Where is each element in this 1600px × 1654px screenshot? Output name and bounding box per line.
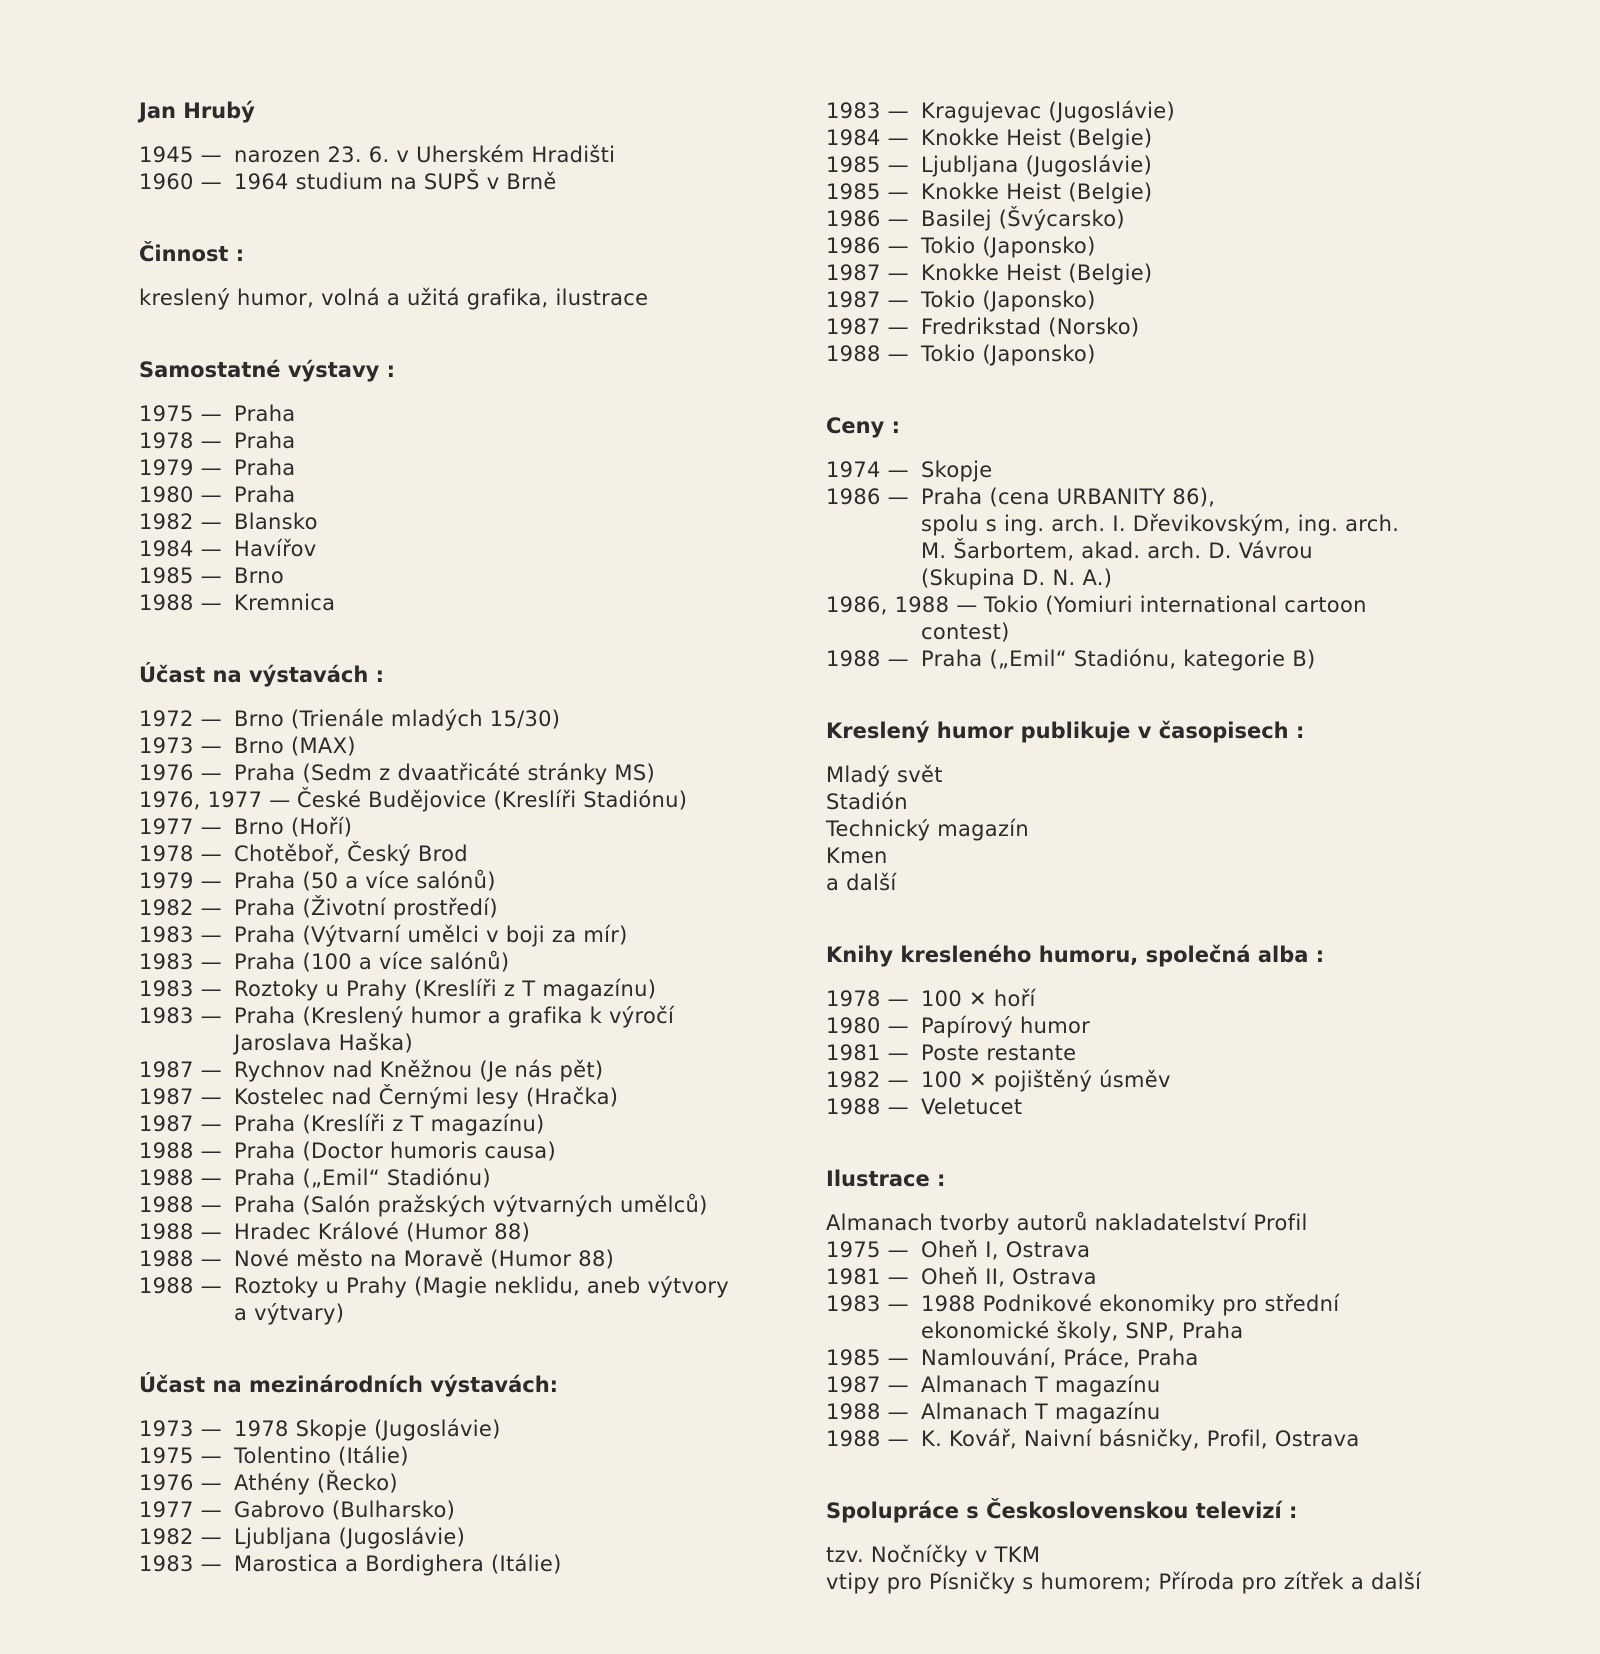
list-item: 1982 — Blansko	[139, 510, 318, 534]
list-item: 1980 — Praha	[139, 483, 296, 507]
list-item: 1988 — Praha (Salón pražských výtvarných umělců)	[139, 1193, 708, 1217]
list-item: 1983 — Kragujevac (Jugoslávie)	[826, 99, 1175, 123]
list-item: 1978 — Praha	[139, 429, 296, 453]
list-item: 1960 — 1964 studium na SUPŠ v Brně	[139, 170, 557, 194]
list-item: 1979 — Praha	[139, 456, 296, 480]
list-item: 1988 — Roztoky u Prahy (Magie neklidu, aneb výtvory	[139, 1274, 730, 1298]
list-item: 1976 — Athény (Řecko)	[139, 1471, 398, 1495]
list-item-continuation: a výtvary)	[234, 1301, 345, 1325]
list-item: Technický magazín	[826, 817, 1030, 841]
list-item: 1983 — 1988 Podnikové ekonomiky pro střední	[826, 1292, 1340, 1316]
list-item: 1982 — Ljubljana (Jugoslávie)	[139, 1525, 466, 1549]
list-item: 1987 — Knokke Heist (Belgie)	[826, 261, 1153, 285]
list-item: 1987 — Kostelec nad Černými lesy (Hračka)	[139, 1085, 619, 1109]
list-item: 1988 — Praha („Emil“ Stadiónu, kategorie B)	[826, 647, 1316, 671]
list-item: 1978 — 100 ✕ hoří	[826, 987, 1036, 1011]
section-heading-televize: Spolupráce s Československou televizí :	[826, 1499, 1298, 1523]
list-item: 1980 — Papírový humor	[826, 1014, 1091, 1038]
list-item: 1976 — Praha (Sedm z dvaatřicáté stránky MS)	[139, 761, 655, 785]
list-item: tzv. Nočníčky v TKM	[826, 1543, 1041, 1567]
list-item: 1986, 1988 — Tokio (Yomiuri international cartoon	[826, 593, 1367, 617]
list-item: vtipy pro Písničky s humorem; Příroda pro zítřek a další	[826, 1570, 1422, 1594]
list-item: Kmen	[826, 844, 888, 868]
list-item: 1973 — Brno (MAX)	[139, 734, 356, 758]
list-item: 1982 — Praha (Životní prostředí)	[139, 896, 498, 920]
list-item: 1987 — Fredrikstad (Norsko)	[826, 315, 1140, 339]
section-heading-ceny: Ceny :	[826, 414, 901, 438]
list-item: 1988 — Kremnica	[139, 591, 336, 615]
knihy-list	[826, 986, 1526, 1121]
list-item: 1974 — Skopje	[826, 458, 993, 482]
list-item: Almanach tvorby autorů nakladatelství Profil	[826, 1211, 1308, 1235]
list-item: 1988 — Hradec Králové (Humor 88)	[139, 1220, 531, 1244]
list-item: 1972 — Brno (Trienále mladých 15/30)	[139, 707, 561, 731]
ceny-list	[826, 457, 1526, 673]
list-item: a další	[826, 871, 897, 895]
list-item: 1987 — Praha (Kreslíři z T magazínu)	[139, 1112, 545, 1136]
list-item: Stadión	[826, 790, 908, 814]
list-item: 1977 — Gabrovo (Bulharsko)	[139, 1498, 456, 1522]
cinnost-text: kreslený humor, volná a užitá grafika, ilustrace	[139, 286, 649, 310]
artist-name: Jan Hrubý	[139, 99, 255, 123]
list-item: 1977 — Brno (Hoří)	[139, 815, 353, 839]
casopisy-list	[826, 762, 1526, 897]
list-item: 1975 — Tolentino (Itálie)	[139, 1444, 409, 1468]
list-item: 1982 — 100 ✕ pojištěný úsměv	[826, 1068, 1171, 1092]
mezinarodni-list	[139, 1416, 779, 1578]
list-item: 1988 — Almanach T magazínu	[826, 1400, 1161, 1424]
list-item: 1988 — Tokio (Japonsko)	[826, 342, 1096, 366]
ilustrace-list	[826, 1210, 1526, 1453]
list-item: 1984 — Knokke Heist (Belgie)	[826, 126, 1153, 150]
list-item: 1976, 1977 — České Budějovice (Kreslíři Stadiónu)	[139, 788, 688, 812]
list-item: 1988 — K. Kovář, Naivní básničky, Profil, Ostrava	[826, 1427, 1360, 1451]
list-item: Mladý svět	[826, 763, 943, 787]
samostatne-list	[139, 401, 779, 617]
list-item: 1985 — Knokke Heist (Belgie)	[826, 180, 1153, 204]
bio-list	[139, 142, 779, 196]
list-item: 1978 — Chotěboř, Český Brod	[139, 842, 468, 866]
section-heading-casopisy: Kreslený humor publikuje v časopisech :	[826, 719, 1305, 743]
list-item-continuation: M. Šarbortem, akad. arch. D. Vávrou	[921, 539, 1313, 563]
list-item-continuation: contest)	[921, 620, 1010, 644]
list-item-continuation: ekonomické školy, SNP, Praha	[921, 1319, 1244, 1343]
list-item: 1985 — Namlouvání, Práce, Praha	[826, 1346, 1199, 1370]
list-item: 1981 — Oheň II, Ostrava	[826, 1265, 1097, 1289]
list-item: 1985 — Ljubljana (Jugoslávie)	[826, 153, 1153, 177]
list-item: 1983 — Roztoky u Prahy (Kreslíři z T magazínu)	[139, 977, 657, 1001]
list-item: 1987 — Tokio (Japonsko)	[826, 288, 1096, 312]
list-item-continuation: (Skupina D. N. A.)	[921, 566, 1113, 590]
list-item: 1973 — 1978 Skopje (Jugoslávie)	[139, 1417, 501, 1441]
section-heading-knihy: Knihy kresleného humoru, společná alba :	[826, 943, 1325, 967]
list-item: 1986 — Tokio (Japonsko)	[826, 234, 1096, 258]
list-item: 1983 — Marostica a Bordighera (Itálie)	[139, 1552, 562, 1576]
list-item: 1987 — Almanach T magazínu	[826, 1373, 1161, 1397]
list-item: 1988 — Nové město na Moravě (Humor 88)	[139, 1247, 615, 1271]
section-heading-cinnost: Činnost :	[139, 242, 245, 266]
list-item: 1975 — Oheň I, Ostrava	[826, 1238, 1091, 1262]
list-item: 1981 — Poste restante	[826, 1041, 1077, 1065]
list-item: 1983 — Praha (Výtvarní umělci v boji za mír)	[139, 923, 628, 947]
list-item-continuation: spolu s ing. arch. I. Dřevikovským, ing. arch.	[921, 512, 1400, 536]
list-item-continuation: Jaroslava Haška)	[234, 1031, 413, 1055]
list-item: 1984 — Havířov	[139, 537, 317, 561]
left-column	[139, 98, 779, 1578]
list-item: 1979 — Praha (50 a více salónů)	[139, 869, 496, 893]
section-heading-samostatne: Samostatné výstavy :	[139, 358, 396, 382]
mezinarodni-list-continued	[826, 98, 1526, 368]
list-item: 1983 — Praha (Kreslený humor a grafika k výročí	[139, 1004, 675, 1028]
list-item: 1986 — Praha (cena URBANITY 86),	[826, 485, 1216, 509]
section-heading-mezinarodni: Účast na mezinárodních výstavách:	[139, 1373, 559, 1397]
ucast-list	[139, 706, 779, 1327]
section-heading-ucast: Účast na výstavách :	[139, 663, 385, 687]
televize-list	[826, 1542, 1526, 1596]
right-column	[826, 98, 1526, 1596]
list-item: 1988 — Praha (Doctor humoris causa)	[139, 1139, 556, 1163]
list-item: 1983 — Praha (100 a více salónů)	[139, 950, 510, 974]
list-item: 1986 — Basilej (Švýcarsko)	[826, 207, 1125, 231]
section-heading-ilustrace: Ilustrace :	[826, 1167, 946, 1191]
list-item: 1988 — Veletucet	[826, 1095, 1023, 1119]
list-item: 1945 — narozen 23. 6. v Uherském Hradišti	[139, 143, 616, 167]
list-item: 1988 — Praha („Emil“ Stadiónu)	[139, 1166, 491, 1190]
list-item: 1987 — Rychnov nad Kněžnou (Je nás pět)	[139, 1058, 604, 1082]
list-item: 1985 — Brno	[139, 564, 285, 588]
list-item: 1975 — Praha	[139, 402, 296, 426]
